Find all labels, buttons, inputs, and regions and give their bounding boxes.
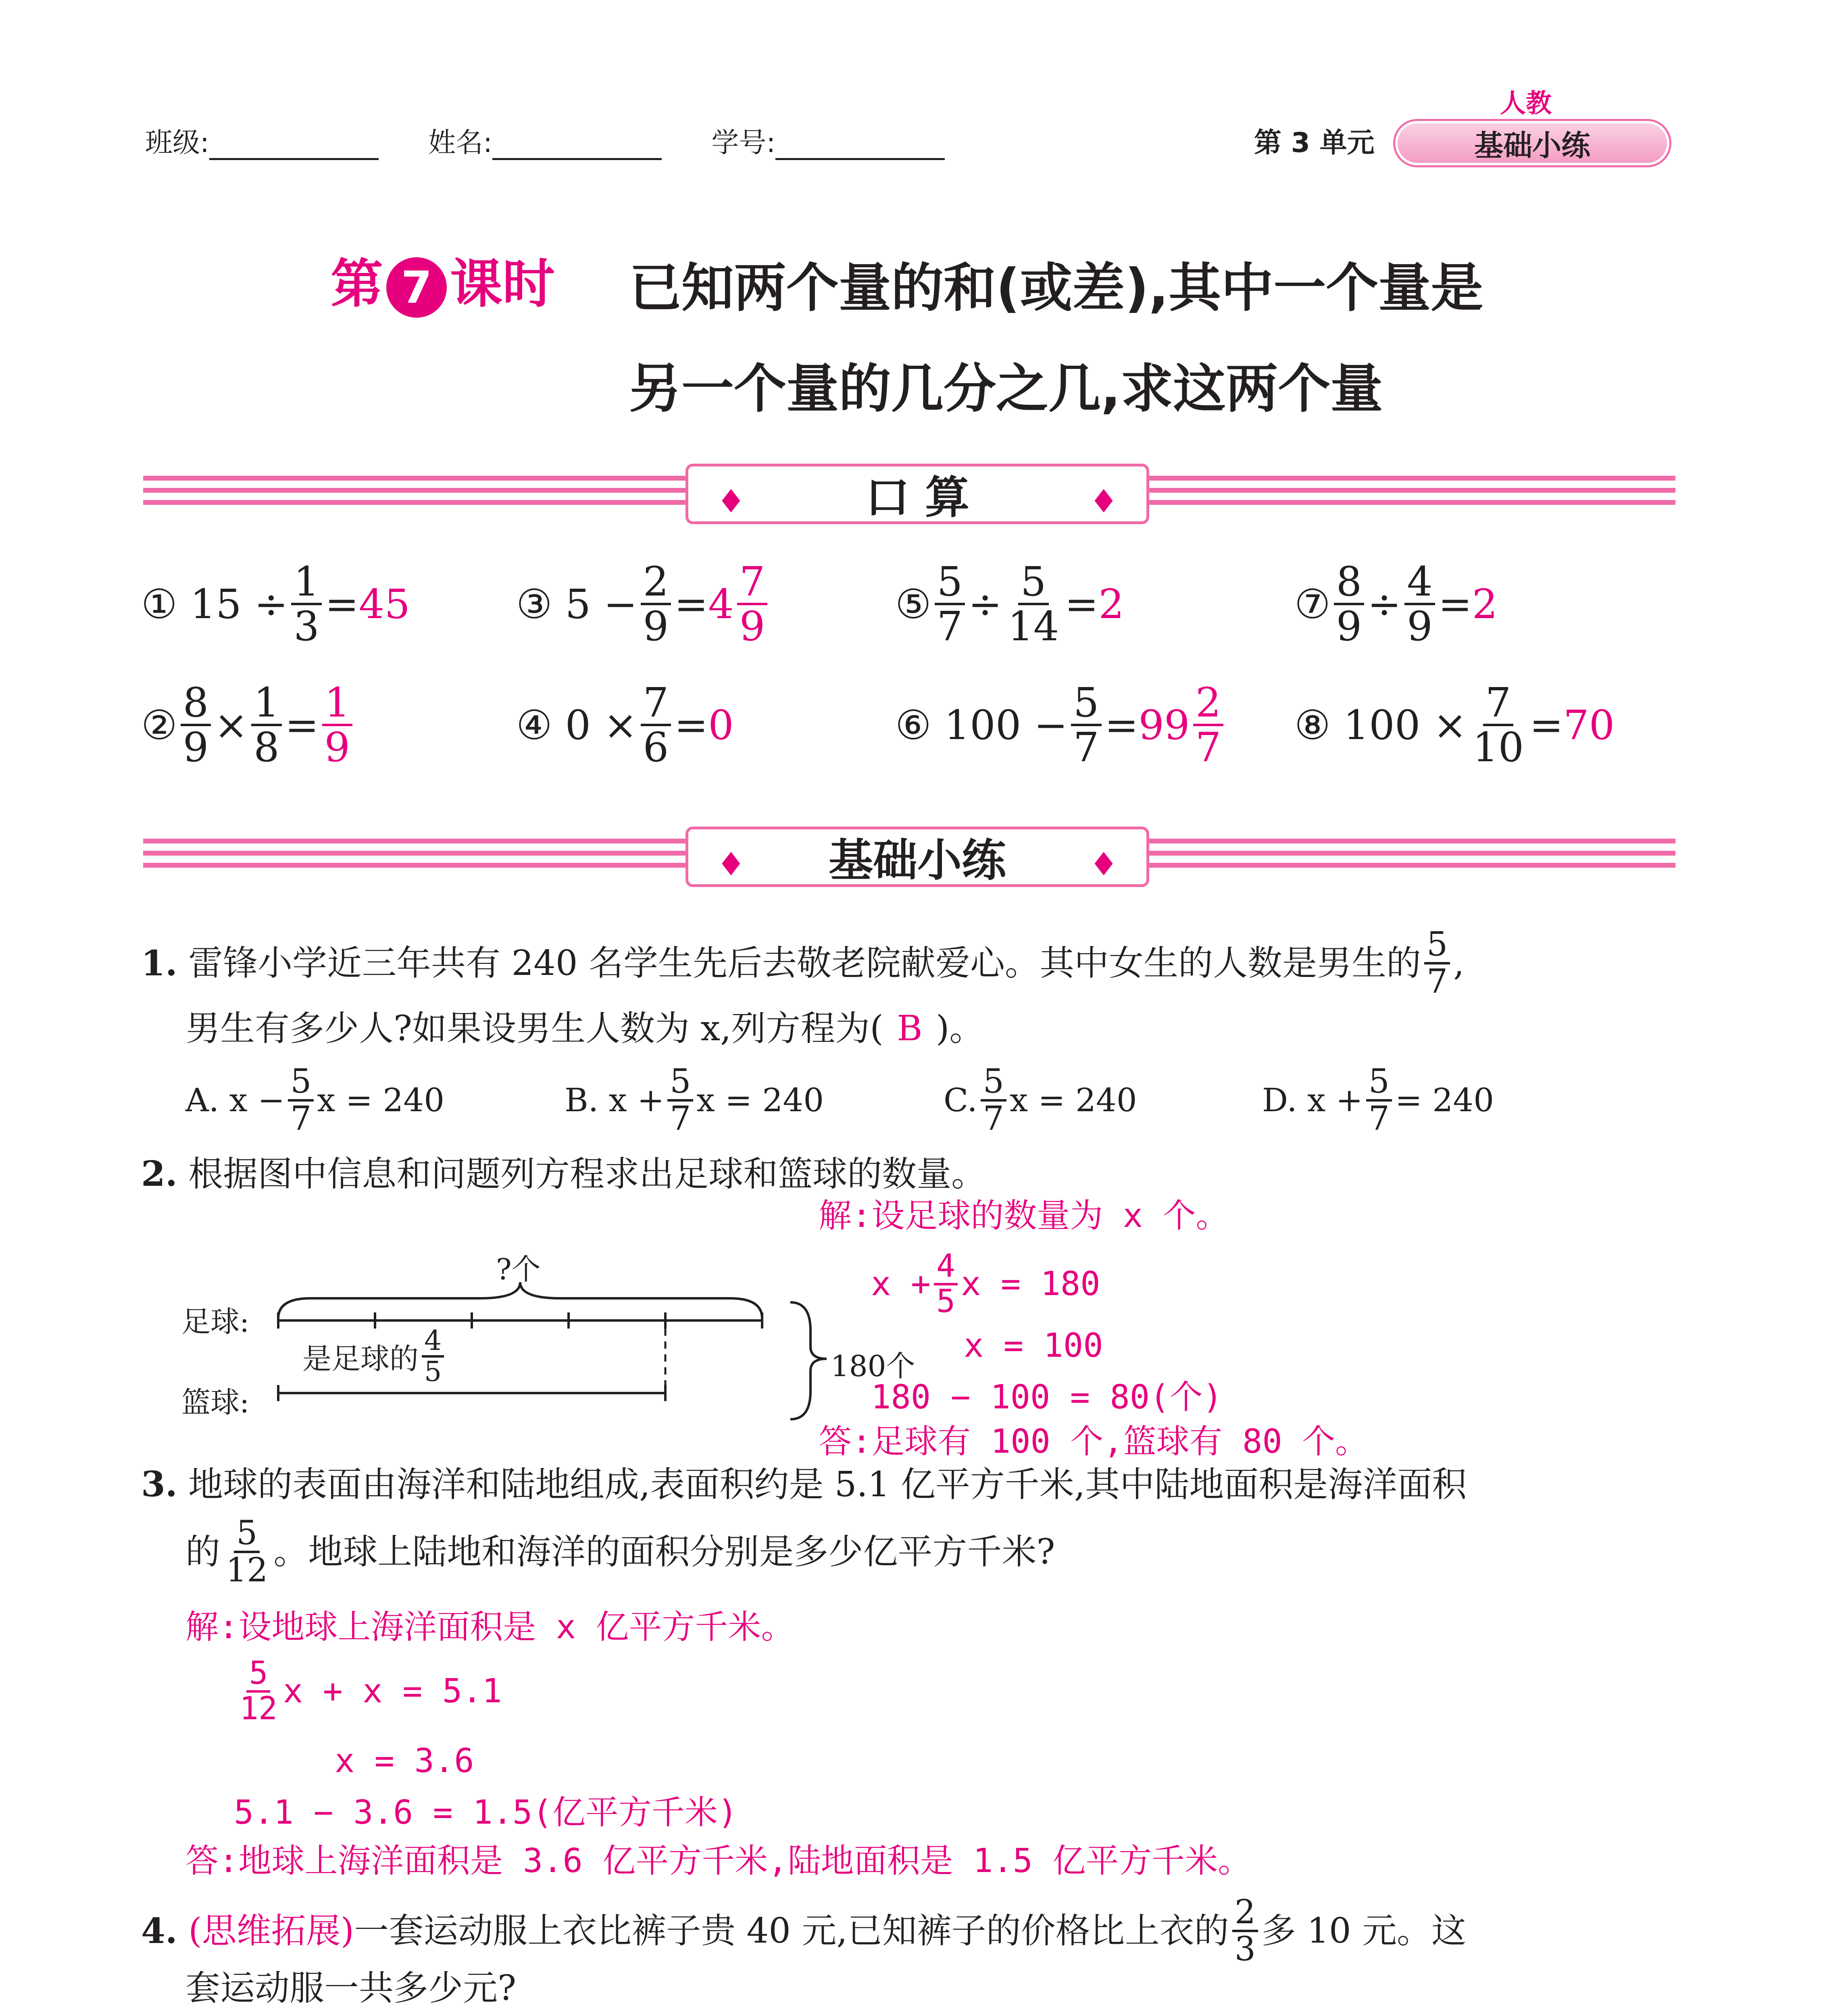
total-label: 180个 [831, 1349, 915, 1383]
equals: = [285, 701, 319, 749]
p2-sol-line4: 180 − 100 = 80(个) [871, 1378, 1223, 1416]
p2-answer: 答:足球有 100 个,篮球有 80 个。 [819, 1422, 1369, 1461]
denominator: 10 [1472, 724, 1524, 771]
diamond-icon: ♦ [717, 483, 746, 520]
problem-4-line2: 套运动服一共多少元? [185, 1968, 517, 2008]
fraction [422, 1327, 444, 1387]
p2-sol-line1: 解:设足球的数量为 x 个。 [819, 1197, 1229, 1235]
option-label: C. [944, 1081, 977, 1119]
fraction [641, 679, 671, 771]
problem-3-line2 [185, 1516, 1055, 1588]
answer: 0 [708, 701, 734, 749]
numerator: 4 [422, 1327, 444, 1358]
problem-number: 3. [141, 1464, 177, 1505]
fraction [237, 1657, 280, 1726]
fraction [1005, 560, 1061, 648]
denominator: 9 [739, 603, 765, 650]
numerator: 4 [1404, 560, 1435, 605]
ratio-text: 是足球的 [302, 1342, 419, 1376]
denominator: 7 [1426, 962, 1448, 1001]
denominator: 7 [290, 1100, 312, 1138]
football-label: 足球: [181, 1305, 250, 1339]
edition-label: 人教 [1500, 89, 1552, 119]
fraction [288, 1064, 314, 1136]
option-b [565, 1064, 824, 1136]
operator: − [1034, 701, 1068, 749]
q-index: ⑥ [895, 701, 931, 749]
answer: 2 [1098, 580, 1124, 628]
oral-calc-banner [143, 460, 1675, 528]
operand: 0 [565, 701, 591, 749]
fraction [223, 1516, 270, 1588]
student-id-label: 学号: [711, 127, 776, 159]
basic-practice-banner [143, 823, 1675, 891]
basketball-label: 篮球: [181, 1385, 250, 1419]
numerator: 2 [1193, 681, 1224, 726]
lesson-number-circle: 7 [386, 257, 447, 318]
lesson-suffix: 课时 [450, 253, 555, 314]
p2-sol-line2 [871, 1250, 1100, 1318]
numerator: 5 [981, 1064, 1006, 1102]
student-info-header [145, 121, 945, 160]
denominator: 9 [324, 724, 350, 771]
numerator: 2 [641, 560, 671, 605]
denominator: 7 [1195, 724, 1221, 771]
lesson-title-line2: 另一个量的几分之几,求这两个量 [629, 358, 1383, 419]
answer: 70 [1563, 701, 1615, 749]
numerator: 1 [251, 681, 282, 726]
numerator: 8 [1334, 560, 1365, 605]
lesson-title-line1: 已知两个量的和(或差),其中一个量是 [629, 257, 1483, 319]
q-index: ④ [516, 701, 552, 749]
problem-1 [141, 927, 1464, 999]
basic-practice-label: 基础小练 [829, 835, 1006, 886]
operand: 100 [1343, 701, 1421, 749]
equals: = [1065, 580, 1099, 628]
fraction [1404, 560, 1435, 648]
equation-part: x = 180 [961, 1265, 1100, 1304]
denominator: 12 [226, 1551, 268, 1590]
fraction [641, 560, 671, 648]
equals: = [674, 580, 708, 628]
p2-sol-line3: x = 100 [964, 1327, 1103, 1365]
option-rest: x = 240 [317, 1081, 445, 1119]
problem-1-line2 [185, 1008, 984, 1050]
numerator: 5 [246, 1657, 270, 1693]
fraction [935, 560, 965, 648]
oral-q3 [516, 560, 771, 648]
operator: ÷ [1367, 580, 1402, 628]
series-label: 基础小练 [1474, 129, 1590, 162]
problem-text: 的 [185, 1531, 220, 1572]
denominator: 9 [643, 603, 669, 650]
answer [708, 560, 771, 648]
segment-diagram [181, 1242, 915, 1435]
fraction [737, 560, 768, 648]
fraction [1334, 560, 1365, 648]
denominator: 6 [643, 724, 669, 771]
q-index: ⑧ [1294, 701, 1331, 749]
denominator: 7 [1073, 724, 1099, 771]
numerator: 5 [667, 1064, 693, 1102]
fraction [1424, 927, 1450, 999]
numerator: 1 [322, 681, 353, 726]
question-label: ?个 [496, 1252, 541, 1286]
denominator: 9 [1407, 603, 1433, 650]
denominator: 7 [983, 1100, 1004, 1138]
operator: ÷ [254, 580, 288, 628]
fraction [251, 679, 282, 771]
q-index: ③ [516, 580, 552, 628]
fraction [181, 679, 211, 771]
problem-4 [141, 1895, 1466, 1967]
ratio-note [302, 1327, 447, 1387]
oral-q7 [1294, 560, 1498, 648]
p3-sol-line2 [234, 1657, 502, 1726]
denominator: 3 [1234, 1930, 1256, 1969]
denominator: 5 [424, 1356, 442, 1388]
denominator: 8 [254, 724, 279, 771]
fraction [1232, 1895, 1258, 1967]
q-index: ① [141, 580, 177, 628]
oral-q5 [895, 560, 1124, 648]
numerator: 7 [1483, 681, 1514, 726]
basic-practice-title [685, 827, 1149, 887]
class-blank[interactable] [209, 158, 379, 160]
option-d [1262, 1064, 1494, 1136]
denominator: 7 [937, 603, 963, 650]
denominator: 7 [670, 1100, 691, 1138]
numerator: 8 [181, 681, 211, 726]
name-label: 姓名: [428, 127, 493, 159]
oral-q1 [141, 560, 410, 648]
operator: × [1433, 701, 1467, 749]
fraction [1366, 1064, 1392, 1136]
problem-text: 根据图中信息和问题列方程求出足球和篮球的数量。 [188, 1154, 986, 1194]
lesson-prefix: 第 [331, 253, 383, 314]
operand: 15 [190, 580, 242, 628]
problem-2 [141, 1153, 986, 1195]
problem-text: 男生有多少人?如果设男生人数为 x,列方程为( [185, 1008, 883, 1049]
student-id-blank[interactable] [775, 158, 945, 160]
problem-number: 1. [141, 943, 177, 984]
oral-q2 [141, 679, 356, 771]
denominator: 14 [1008, 603, 1059, 650]
answer: 45 [358, 580, 410, 628]
q-index: ⑤ [895, 580, 931, 628]
fraction [1071, 679, 1102, 771]
p3-answer: 答:地球上海洋面积是 3.6 亿平方千米,陆地面积是 1.5 亿平方千米。 [185, 1842, 1251, 1880]
operator: × [214, 701, 248, 749]
option-rest: = 240 [1395, 1081, 1494, 1119]
equation-part: x + [871, 1265, 931, 1304]
problem-text: 地球的表面由海洋和陆地组成,表面积约是 5.1 亿平方千米,其中陆地面积是海洋面积 [188, 1464, 1467, 1505]
equals: = [1529, 701, 1563, 749]
option-rest: x = 240 [696, 1081, 824, 1119]
numerator: 1 [291, 560, 322, 605]
diamond-icon: ♦ [717, 846, 746, 883]
equals: = [325, 580, 359, 628]
operator: − [603, 580, 638, 628]
numerator: 2 [1232, 1895, 1258, 1932]
option-label: D. x + [1262, 1081, 1363, 1119]
numerator: 5 [234, 1516, 260, 1553]
problem-3 [141, 1464, 1467, 1506]
equation-part: x + x = 5.1 [283, 1672, 502, 1711]
fraction [981, 1064, 1006, 1136]
lesson-number [331, 242, 555, 318]
equals: = [1438, 580, 1472, 628]
numerator: 7 [641, 681, 671, 726]
option-c [944, 1064, 1137, 1136]
problem-text: 多 10 元。这 [1261, 1910, 1466, 1951]
equals: = [674, 701, 708, 749]
numerator: 5 [1071, 681, 1102, 726]
fraction [934, 1250, 958, 1318]
oral-calc-title [685, 464, 1149, 524]
oral-calc-label: 口 算 [865, 472, 970, 523]
problem-text: 雷锋小学近三年共有 240 名学生先后去敬老院献爱心。其中女生的人数是男生的 [188, 943, 1421, 983]
operator: × [603, 701, 638, 749]
problem-text: 。地球上陆地和海洋的面积分别是多少亿平方千米? [273, 1531, 1055, 1572]
operand: 5 [565, 580, 591, 628]
diamond-icon: ♦ [1089, 483, 1118, 520]
fraction [1470, 679, 1526, 771]
fraction [1193, 679, 1224, 771]
numerator: 7 [737, 560, 768, 605]
problem-number: 2. [141, 1154, 177, 1194]
problem-number: 4. [141, 1910, 177, 1951]
option-rest: x = 240 [1009, 1081, 1137, 1119]
denominator: 12 [240, 1690, 277, 1727]
punctuation: , [1453, 943, 1465, 983]
numerator: 5 [1424, 927, 1450, 964]
q-index: ② [141, 701, 177, 749]
diamond-icon: ♦ [1089, 846, 1118, 883]
fraction [291, 560, 322, 648]
punctuation: )。 [936, 1008, 984, 1049]
whole-part: 4 [708, 580, 734, 628]
answer: 2 [1472, 580, 1498, 628]
series-badge [1395, 121, 1669, 165]
unit-label: 第 3 单元 [1254, 127, 1375, 159]
oral-q6 [895, 679, 1227, 771]
fraction [667, 1064, 693, 1136]
whole-part: 99 [1138, 701, 1190, 749]
numerator: 5 [288, 1064, 314, 1102]
q-index: ⑦ [1294, 580, 1331, 628]
option-label: B. x + [565, 1081, 665, 1119]
denominator: 5 [936, 1283, 956, 1320]
equals: = [1104, 701, 1139, 749]
answer [1138, 679, 1227, 771]
name-blank[interactable] [492, 158, 662, 160]
numerator: 5 [1366, 1064, 1392, 1102]
problem-tag: (思维拓展) [188, 1910, 354, 1951]
numerator: 5 [935, 560, 965, 605]
denominator: 9 [183, 724, 209, 771]
denominator: 3 [294, 603, 319, 650]
p3-sol-line4: 5.1 − 3.6 = 1.5(亿平方千米) [234, 1793, 738, 1832]
p3-sol-line1: 解:设地球上海洋面积是 x 亿平方千米。 [185, 1608, 794, 1646]
option-label: A. x − [185, 1081, 285, 1119]
operand: 100 [944, 701, 1021, 749]
denominator: 7 [1368, 1100, 1390, 1138]
denominator: 9 [1336, 603, 1362, 650]
oral-q4 [516, 679, 734, 771]
problem-text: 一套运动服上衣比裤子贵 40 元,已知裤子的价格比上衣的 [354, 1910, 1229, 1951]
p3-sol-line3: x = 3.6 [335, 1742, 474, 1780]
option-a [185, 1064, 444, 1136]
answer [322, 679, 353, 771]
operator: ÷ [968, 580, 1002, 628]
oral-q8 [1294, 679, 1615, 771]
numerator: 4 [934, 1250, 958, 1285]
numerator: 5 [1018, 560, 1049, 605]
class-label: 班级: [145, 127, 209, 159]
answer-choice: B [897, 1008, 923, 1049]
